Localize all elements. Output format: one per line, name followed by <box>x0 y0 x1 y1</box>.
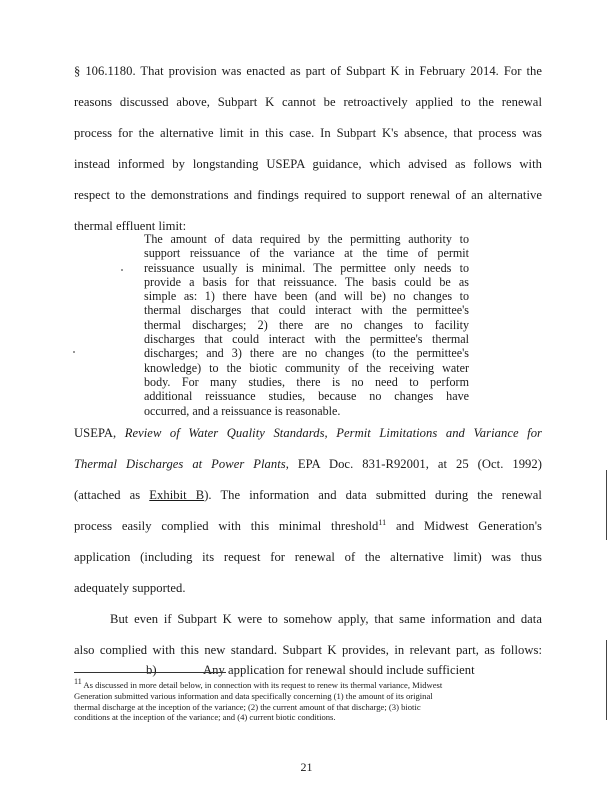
body-text-line: § 106.1180. That provision was enacted as part of Subpart K in February 2014. For the <box>74 64 542 78</box>
citation-source: , EPA Doc. 831-R92001, at 25 (Oct. 1992) <box>285 457 542 471</box>
quote-line: simple as: 1) there have been (and will be) no changes to <box>144 289 469 304</box>
citation-title: Review of Water Quality Standards, Permit Limitations and Variance for <box>124 426 542 440</box>
text-span: process easily complied with this minimal threshold <box>74 519 379 533</box>
quote-line: body. For many studies, there is no need to perform <box>144 374 469 389</box>
exhibit-reference: Exhibit B <box>149 488 205 502</box>
text-span: As discussed in more detail below, in connection with its request to renew its thermal variance, Midwest <box>83 680 443 690</box>
body-text-line <box>74 519 542 534</box>
quote-line: provide a basis for that reissuance. The basis could be as <box>144 274 469 289</box>
quote-line: reissuance usually is minimal. The permittee only needs to <box>144 260 469 275</box>
quote-line: thermal discharges; 2) there are no changes to facility <box>144 317 469 332</box>
text-span: ). The information and data submitted during the renewal <box>204 488 542 502</box>
citation-author: USEPA, <box>74 426 125 440</box>
subsection-marker: b) <box>146 663 157 677</box>
body-text-line: adequately supported. <box>74 581 186 595</box>
footnote-line: thermal discharge at the inception of the variance; (2) the current amount of that discharge; (3) biotic <box>74 701 421 712</box>
citation-line <box>74 488 542 503</box>
citation-title: Thermal Discharges at Power Plants <box>74 457 286 471</box>
body-text-line: thermal effluent limit: <box>74 219 187 233</box>
scan-edge-mark <box>606 470 607 540</box>
scan-edge-mark <box>606 640 607 720</box>
text-span: (attached as <box>74 488 150 502</box>
quote-line: thermal discharges that could interact with the permittee's <box>144 303 469 318</box>
quote-line: knowledge) to the biotic community of the receiving water <box>144 360 469 375</box>
block-quote <box>144 232 469 418</box>
citation-line <box>74 457 542 472</box>
footnote-line <box>74 677 536 691</box>
page-number: 21 <box>300 760 313 774</box>
body-text-line: But even if Subpart K were to somehow apply, that same information and data <box>110 612 542 626</box>
quote-line: additional reissuance studies, because no changes have <box>144 389 469 404</box>
quote-line: occurred, and a reissuance is reasonable. <box>144 403 341 418</box>
scan-speck <box>121 269 123 271</box>
scan-speck <box>73 351 75 353</box>
quote-line: The amount of data required by the permitting authority to <box>144 232 469 246</box>
body-text-line: process for the alternative limit in this case. In Subpart K's absence, that process was <box>74 126 542 140</box>
footnote-rule <box>74 672 226 673</box>
quote-line: support reissuance of the variance at the time of permit <box>144 246 469 261</box>
quote-line: discharges; and 3) there are no changes (to the permittee's <box>144 346 469 361</box>
body-text-line: reasons discussed above, Subpart K cannot be retroactively applied to the renewal <box>74 95 542 109</box>
quote-line: discharges that could interact with the permittee's thermal <box>144 332 469 347</box>
body-text-line: also complied with this new standard. Subpart K provides, in relevant part, as follows: <box>74 643 542 657</box>
subsection-text: Any application for renewal should include sufficient <box>203 663 475 677</box>
footnote-line: conditions at the inception of the variance; and (4) current biotic conditions. <box>74 712 336 723</box>
footnote <box>74 677 536 723</box>
footnote-line: Generation submitted various information and data specifically concerning (1) the amount of its original <box>74 690 433 701</box>
body-text-line: instead informed by longstanding USEPA guidance, which advised as follows with <box>74 157 542 171</box>
body-text-line: application (including its request for renewal of the alternative limit) was thus <box>74 550 542 564</box>
footnote-reference: 11 <box>378 517 387 527</box>
text-span: and Midwest Generation's <box>386 519 542 533</box>
footnote-number: 11 <box>74 677 82 687</box>
citation-line <box>74 426 542 441</box>
body-text-line: respect to the demonstrations and findings required to support renewal of an alternative <box>74 188 542 202</box>
